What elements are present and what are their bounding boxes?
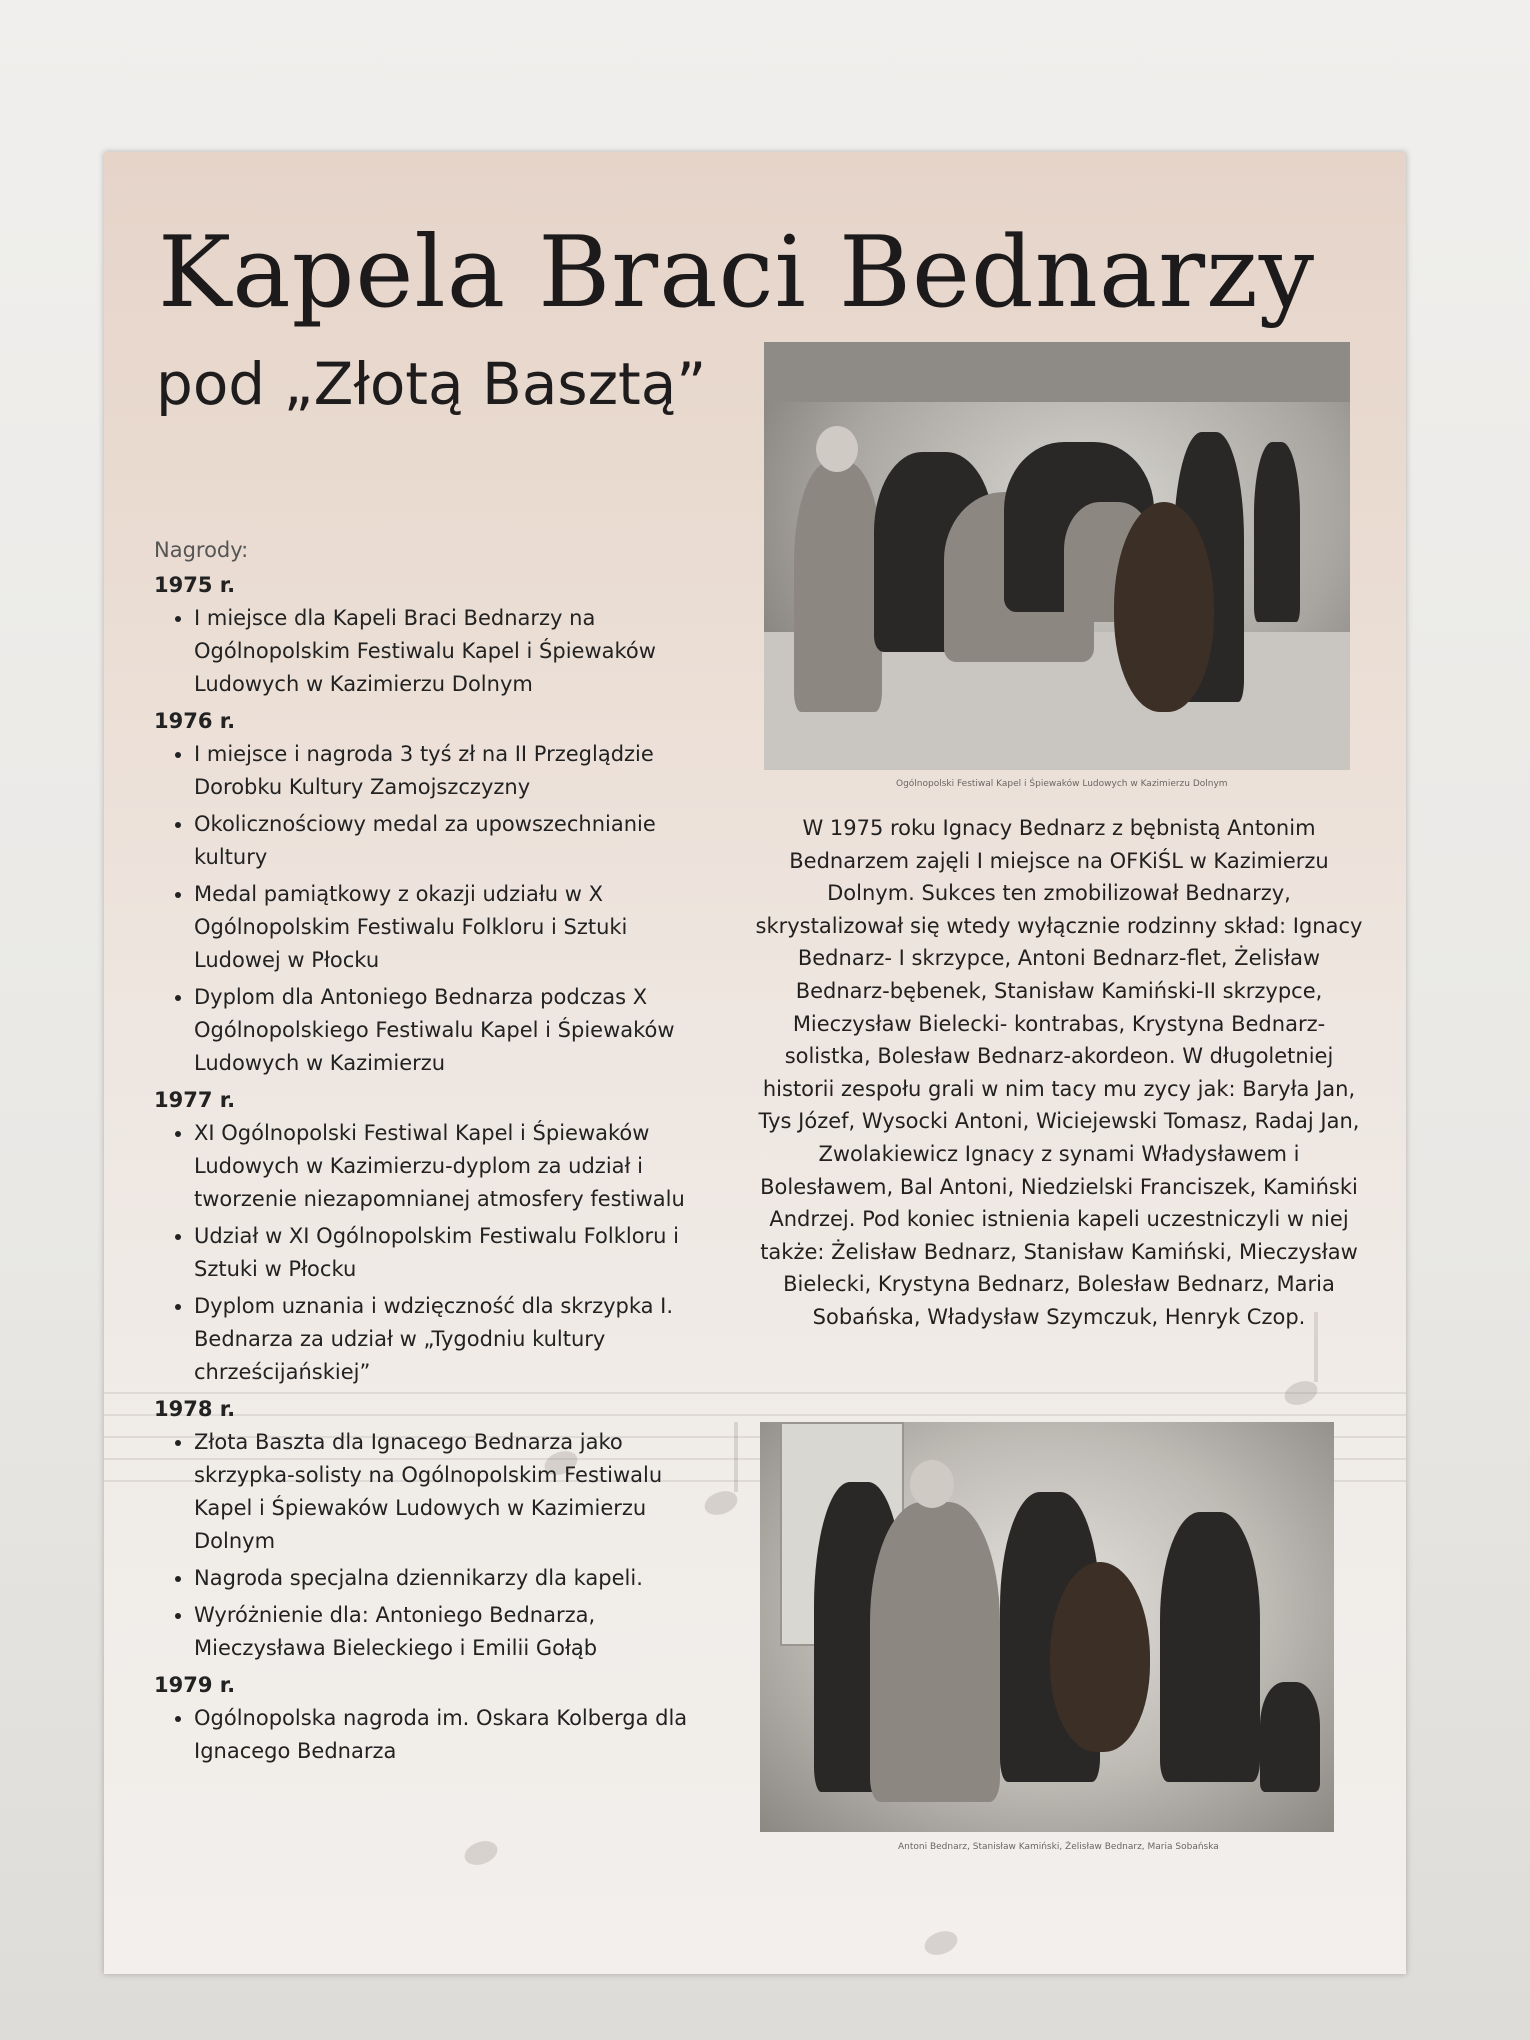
photo-person-head bbox=[816, 426, 858, 472]
photo-person bbox=[794, 462, 882, 712]
exhibition-poster bbox=[104, 152, 1406, 1974]
band-group-photo bbox=[764, 342, 1350, 770]
award-item: • Dyplom uznania i wdzięczność dla skrzypka I. Bednarza za udział w „Tygodniu kultury chrześcijańskiej” bbox=[194, 1290, 714, 1389]
award-item: • I miejsce i nagroda 3 tyś zł na II Przeglądzie Dorobku Kultury Zamojszczyzny bbox=[194, 738, 714, 804]
award-item: • XI Ogólnopolski Festiwal Kapel i Śpiewaków Ludowych w Kazimierzu-dyplom za udział i tworzenie niezapomnianej atmosfery festiwalu bbox=[194, 1117, 714, 1216]
award-item: • Złota Baszta dla Ignacego Bednarza jako skrzypka-solisty na Ogólnopolskim Festiwalu Kapel i Śpiewaków Ludowych w Kazimierzu Dolnym bbox=[194, 1426, 714, 1558]
photo-person-head bbox=[910, 1460, 954, 1508]
photo-singer bbox=[870, 1502, 1000, 1802]
award-item: • Wyróżnienie dla: Antoniego Bednarza, Mieczysława Bieleckiego i Emilii Gołąb bbox=[194, 1599, 714, 1665]
photo-caption: Ogólnopolski Festiwal Kapel i Śpiewaków Ludowych w Kazimierzu Dolnym bbox=[896, 779, 1228, 789]
award-item: • Nagroda specjalna dziennikarzy dla kapeli. bbox=[194, 1562, 714, 1595]
photo-double-bass bbox=[1050, 1562, 1150, 1752]
award-year: 1975 r. bbox=[154, 573, 236, 597]
photo-caption: Antoni Bednarz, Stanisław Kamiński, Żelisław Bednarz, Maria Sobańska bbox=[898, 1842, 1219, 1852]
award-year: 1979 r. bbox=[154, 1673, 236, 1697]
awards-label: Nagrody: bbox=[154, 538, 249, 562]
photo-person bbox=[1160, 1512, 1260, 1782]
award-item: • Okolicznościowy medal za upowszechnianie kultury bbox=[194, 808, 714, 874]
award-item: • Medal pamiątkowy z okazji udziału w X Ogólnopolskim Festiwalu Folkloru i Sztuki Ludowej w Płocku bbox=[194, 878, 714, 977]
award-item: • Dyplom dla Antoniego Bednarza podczas X Ogólnopolskiego Festiwalu Kapel i Śpiewaków Ludowych w Kazimierzu bbox=[194, 981, 714, 1080]
poster-title: Kapela Braci Bednarzy bbox=[158, 216, 1316, 330]
photo-person bbox=[1260, 1682, 1320, 1792]
award-list bbox=[154, 738, 714, 1080]
photo-person bbox=[1254, 442, 1300, 622]
photo-double-bass bbox=[1114, 502, 1214, 712]
award-list bbox=[154, 1702, 714, 1768]
music-note-icon bbox=[921, 1927, 960, 1959]
award-list bbox=[154, 1426, 714, 1665]
award-year: 1976 r. bbox=[154, 709, 236, 733]
band-performance-photo bbox=[760, 1422, 1334, 1832]
music-note-stem bbox=[734, 1422, 738, 1492]
award-list bbox=[154, 602, 714, 701]
award-year: 1978 r. bbox=[154, 1397, 236, 1421]
photo-building bbox=[764, 342, 1350, 402]
award-item: • Udział w XI Ogólnopolskim Festiwalu Folkloru i Sztuki w Płocku bbox=[194, 1220, 714, 1286]
poster-subtitle: pod „Złotą Basztą” bbox=[156, 350, 707, 418]
history-text: W 1975 roku Ignacy Bednarz z bębnistą Antonim Bednarzem zajęli I miejsce na OFKiŚL w Kazimierzu Dolnym. Sukces ten zmobilizował Bednarzy, skrystalizował się wtedy wyłącznie rodzinny skład: Ignacy Bednarz- I skrzypce, Antoni Bednarz-flet, Żelisław Bednarz-bębenek, Stanisław Kamiński-II skrzypce, Mieczysław Bielecki- kontrabas, Krystyna Bednarz-solistka, Bolesław Bednarz-akordeon. W długoletniej historii zespołu grali w nim tacy mu zycy jak: Baryła Jan, Tys Józef, Wysocki Antoni, Wiciejewski Tomasz, Radaj Jan, Zwolakiewicz Ignacy z synami Władysławem i Bolesławem, Bal Antoni, Niedzielski Franciszek, Kamiński Andrzej. Pod koniec istnienia kapeli uczestniczyli w niej także: Żelisław Bednarz, Stanisław Kamiński, Mieczysław Bielecki, Krystyna Bednarz, Bolesław Bednarz, Maria Sobańska, Władysław Szymczuk, Henryk Czop. bbox=[755, 816, 1363, 1329]
award-year: 1977 r. bbox=[154, 1088, 236, 1112]
award-item: • I miejsce dla Kapeli Braci Bednarzy na Ogólnopolskim Festiwalu Kapel i Śpiewaków Ludowych w Kazimierzu Dolnym bbox=[194, 602, 714, 701]
award-list bbox=[154, 1117, 714, 1389]
award-item: • Ogólnopolska nagroda im. Oskara Kolberga dla Ignacego Bednarza bbox=[194, 1702, 714, 1768]
awards-section bbox=[154, 534, 714, 1772]
music-note-icon bbox=[461, 1837, 500, 1869]
